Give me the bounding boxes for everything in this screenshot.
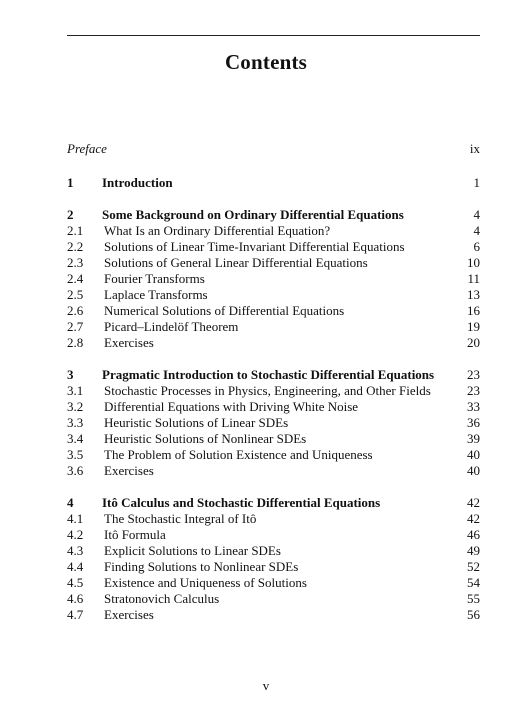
section-number: 2.6	[67, 303, 84, 318]
section-number: 4.1	[67, 511, 84, 526]
chapter-number: 1	[67, 175, 74, 190]
section-number: 3.2	[67, 399, 84, 414]
section-title: Picard–Lindelöf Theorem	[104, 319, 239, 334]
section-number: 3.5	[67, 447, 84, 462]
preface-label: Preface	[67, 141, 107, 156]
section-page-number: 23	[467, 383, 480, 398]
section-number: 4.7	[67, 607, 84, 622]
section-page-number: 40	[467, 447, 480, 462]
section-title: Itô Formula	[104, 527, 166, 542]
section-page-number: 19	[467, 319, 480, 334]
toc-chapter-entry[interactable]	[67, 207, 480, 223]
toc-chapter-entry[interactable]	[67, 367, 480, 383]
toc-section-entry[interactable]	[67, 447, 480, 463]
toc-preface-entry[interactable]	[67, 141, 480, 157]
toc-section-entry[interactable]	[67, 399, 480, 415]
section-title: Exercises	[104, 607, 154, 622]
chapter-page-number: 1	[473, 175, 480, 190]
section-title: Fourier Transforms	[104, 271, 205, 286]
section-title: Solutions of General Linear Differential Equations	[104, 255, 368, 270]
section-number: 4.4	[67, 559, 84, 574]
toc-section-entry[interactable]	[67, 415, 480, 431]
section-page-number: 6	[473, 239, 480, 254]
chapter-title: Itô Calculus and Stochastic Differential Equations	[102, 495, 381, 510]
section-title: What Is an Ordinary Differential Equation?	[104, 223, 331, 238]
toc-section-entry[interactable]	[67, 319, 480, 335]
toc-section-entry[interactable]	[67, 271, 480, 287]
section-page-number: 46	[467, 527, 480, 542]
toc-chapter-entry[interactable]	[67, 175, 480, 191]
section-page-number: 13	[467, 287, 480, 302]
section-title: Stratonovich Calculus	[104, 591, 220, 606]
section-title: Exercises	[104, 463, 154, 478]
section-page-number: 36	[467, 415, 480, 430]
section-page-number: 55	[467, 591, 480, 606]
section-number: 4.5	[67, 575, 84, 590]
toc-section-entry[interactable]	[67, 575, 480, 591]
page-title: Contents	[224, 50, 308, 74]
chapter-title: Introduction	[102, 175, 173, 190]
section-number: 2.7	[67, 319, 84, 334]
section-number: 3.6	[67, 463, 84, 478]
chapter-number: 4	[67, 495, 74, 510]
section-page-number: 49	[467, 543, 480, 558]
section-page-number: 40	[467, 463, 480, 478]
toc-section-entry[interactable]	[67, 303, 480, 319]
top-rule	[67, 35, 480, 36]
section-number: 3.1	[67, 383, 84, 398]
section-number: 4.3	[67, 543, 84, 558]
section-title: The Stochastic Integral of Itô	[104, 511, 257, 526]
section-number: 4.6	[67, 591, 84, 606]
table-of-contents	[67, 141, 480, 623]
toc-section-entry[interactable]	[67, 287, 480, 303]
chapter-page-number: 4	[473, 207, 480, 222]
section-page-number: 56	[467, 607, 480, 622]
chapter-title: Pragmatic Introduction to Stochastic Differential Equations	[102, 367, 435, 382]
section-number: 3.4	[67, 431, 84, 446]
section-page-number: 4	[473, 223, 480, 238]
section-number: 2.1	[67, 223, 84, 238]
section-title: Heuristic Solutions of Nonlinear SDEs	[104, 431, 307, 446]
chapter-title: Some Background on Ordinary Differential Equations	[102, 207, 404, 222]
section-number: 4.2	[67, 527, 84, 542]
section-page-number: 20	[467, 335, 480, 350]
section-page-number: 33	[467, 399, 480, 414]
toc-section-entry[interactable]	[67, 335, 480, 351]
preface-page-number: ix	[469, 141, 480, 156]
section-title: Existence and Uniqueness of Solutions	[104, 575, 307, 590]
section-number: 2.4	[67, 271, 84, 286]
section-page-number: 11	[467, 271, 480, 286]
section-title: Laplace Transforms	[104, 287, 208, 302]
section-title: Heuristic Solutions of Linear SDEs	[104, 415, 289, 430]
section-title: Solutions of Linear Time-Invariant Differential Equations	[104, 239, 405, 254]
section-page-number: 39	[467, 431, 480, 446]
section-title: Numerical Solutions of Differential Equations	[104, 303, 345, 318]
section-number: 2.8	[67, 335, 84, 350]
toc-section-entry[interactable]	[67, 511, 480, 527]
toc-section-entry[interactable]	[67, 431, 480, 447]
section-title: Exercises	[104, 335, 154, 350]
section-title: Finding Solutions to Nonlinear SDEs	[104, 559, 299, 574]
toc-section-entry[interactable]	[67, 383, 480, 399]
chapter-page-number: 23	[467, 367, 480, 382]
section-title: Explicit Solutions to Linear SDEs	[104, 543, 281, 558]
toc-section-entry[interactable]	[67, 239, 480, 255]
toc-section-entry[interactable]	[67, 591, 480, 607]
chapter-number: 3	[67, 367, 74, 382]
toc-section-entry[interactable]	[67, 255, 480, 271]
section-page-number: 54	[467, 575, 480, 590]
toc-section-entry[interactable]	[67, 543, 480, 559]
section-title: The Problem of Solution Existence and Uniqueness	[104, 447, 373, 462]
toc-section-entry[interactable]	[67, 607, 480, 623]
toc-section-entry[interactable]	[67, 527, 480, 543]
section-number: 2.3	[67, 255, 84, 270]
section-title: Stochastic Processes in Physics, Engineering, and Other Fields	[104, 383, 431, 398]
page-folio: v	[262, 678, 270, 693]
section-page-number: 42	[467, 511, 480, 526]
section-page-number: 16	[467, 303, 480, 318]
section-number: 2.2	[67, 239, 84, 254]
section-number: 3.3	[67, 415, 84, 430]
toc-section-entry[interactable]	[67, 463, 480, 479]
toc-section-entry[interactable]	[67, 223, 480, 239]
section-page-number: 10	[467, 255, 480, 270]
section-page-number: 52	[467, 559, 480, 574]
chapter-page-number: 42	[467, 495, 480, 510]
toc-section-entry[interactable]	[67, 559, 480, 575]
section-number: 2.5	[67, 287, 84, 302]
section-title: Differential Equations with Driving White Noise	[104, 399, 359, 414]
toc-chapter-entry[interactable]	[67, 495, 480, 511]
chapter-number: 2	[67, 207, 74, 222]
